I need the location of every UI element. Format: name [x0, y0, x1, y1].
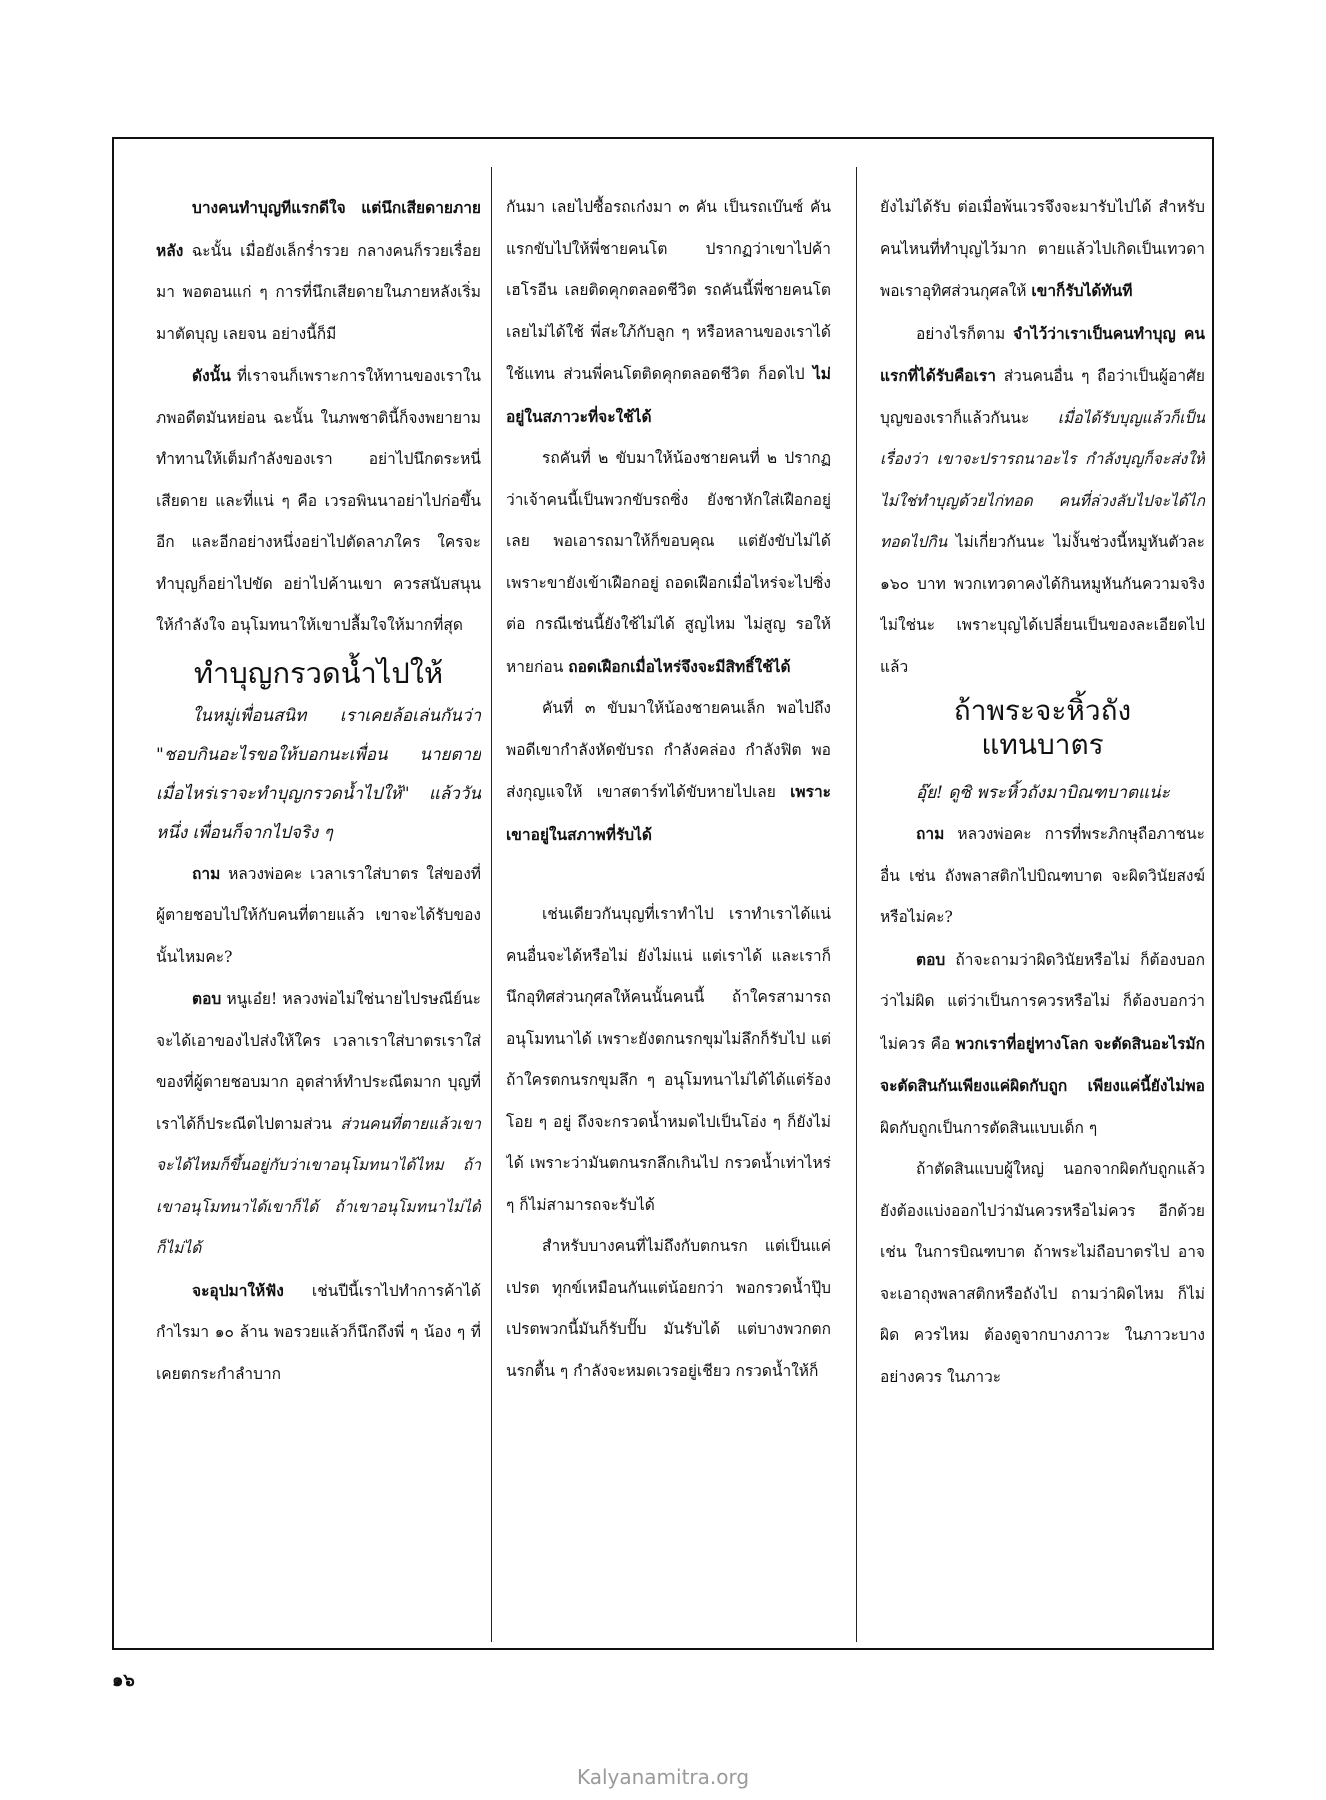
section-heading: ทำบุญกรวดน้ำไปให้ — [193, 655, 444, 690]
section-heading: ถ้าพระจะหิ้วถัง แทนบาตร — [953, 694, 1132, 761]
page-frame — [112, 137, 1214, 1650]
column-1 — [156, 187, 481, 1638]
column-3 — [880, 187, 1205, 1638]
paragraph: คันที่ ๓ ขับมาให้น้องชายคนเล็ก พอไปถึงพอดีเขากำลังหัดขับรถ กำลังคล่อง กำลังฟิต พอส่งกุญแจให้ เขาสตาร์ทได้ขับหายไปเลย เพราะเขาอยู่ในสภาพที่รับได้ — [506, 699, 831, 844]
section-lead: อุ๊ย! ดูซิ พระหิ้วถังมาบิณฑบาตแน่ะ — [916, 783, 1170, 803]
paragraph: จะอุปมาให้ฟัง เช่นปีนี้เราไปทำการค้าได้กำไรมา ๑๐ ล้าน พอรวยแล้วก็นึกถึงพี่ ๆ น้อง ๆ ที่เคยตกระกำลำบาก — [156, 1280, 481, 1383]
column-divider-2 — [856, 167, 857, 1642]
column-divider-1 — [491, 167, 492, 1642]
answer: ตอบ หนูเอ๋ย! หลวงพ่อไม่ใช่นายไปรษณีย์นะ จะได้เอาของไปส่งให้ใคร เวลาเราใส่บาตรเราใส่ของที่ผู้ตายชอบมาก อุตส่าห์ทำประณีตมาก บุญที่เราได้ก็ประณีตไปตามส่วน ส่วนคนที่ตายแล้วเขาจะได้ไหมก็ขึ้นอยู่กับว่าเขาอนุโมทนาได้ไหม ถ้าเขาอนุโมทนาได้เขาก็ได้ ถ้าเขาอนุโมทนาไม่ได้ ก็ไม่ได้ — [156, 989, 481, 1257]
paragraph: บางคนทำบุญทีแรกดีใจ แต่นึกเสียดายภายหลัง ฉะนั้น เมื่อยังเล็กร่ำรวย กลางคนก็รวยเรื่อยมา พอตอนแก่ ๆ การที่นึกเสียดายในภายหลังเริ่มมาตัดบุญ เลยจน อย่างนี้ก็มี — [156, 198, 481, 343]
spacer — [506, 856, 831, 894]
paragraph: เช่นเดียวกันบุญที่เราทำไป เราทำเราได้แน่ คนอื่นจะได้หรือไม่ ยังไม่แน่ แต่เราได้ และเราก็นึกอุทิศส่วนกุศลให้คนนั้นคนนี้ ถ้าใครสามารถอนุโมทนาได้ เพราะยังตกนรกขุมไม่ลึกก็รับไป แต่ถ้าใครตกนรกขุมลึก ๆ อนุโมทนาไม่ได้ได้แต่ร้องโอย ๆ อยู่ ถึงจะกรวดน้ำหมดไปเป็นโอ่ง ๆ ก็ยังไม่ได้ เพราะว่ามันตกนรกลึกเกินไป กรวดน้ำเท่าไหร่ ๆ ก็ไม่สามารถจะรับได้ — [506, 905, 831, 1214]
answer: ตอบ ถ้าจะถามว่าผิดวินัยหรือไม่ ก็ต้องบอกว่าไม่ผิด แต่ว่าเป็นการควรหรือไม่ ก็ต้องบอกว่าไม่ควร คือ พวกเราที่อยู่ทางโลก จะตัดสินอะไรมักจะตัดสินกันเพียงแค่ผิดกับถูก เพียงแค่นี้ยังไม่พอ ผิดกับถูกเป็นการตัดสินแบบเด็ก ๆ — [880, 949, 1205, 1137]
paragraph: ดังนั้น ที่เราจนก็เพราะการให้ทานของเราในภพอดีตมันหย่อน ฉะนั้น ในภพชาตินี้ก็จงพยายามทำทานให้เต็มกำลังของเรา อย่าไปนึกตระหนี่เสียดาย และที่แน่ ๆ คือ เวรอพินนาอย่าไปก่อขึ้นอีก และอีกอย่างหนึ่งอย่าไปตัดลาภใคร ใครจะทำบุญก็อย่าไปขัด อย่าไปค้านเขา ควรสนับสนุนให้กำลังใจ อนุโมทนาให้เขาปลื้มใจให้มากที่สุด — [156, 366, 481, 634]
page-number: ๑๖ — [112, 1670, 135, 1691]
footer-watermark: Kalyanamitra.org — [576, 1765, 750, 1789]
question: ถาม หลวงพ่อคะ การที่พระภิกษุถือภาชนะอื่น เช่น ถังพลาสติกไปบิณฑบาต จะผิดวินัยสงฆ์หรือไม่คะ? — [880, 824, 1205, 926]
paragraph: ถ้าตัดสินแบบผู้ใหญ่ นอกจากผิดกับถูกแล้ว ยังต้องแบ่งออกไปว่ามันควรหรือไม่ควร อีกด้วย เช่น ในการบิณฑบาต ถ้าพระไม่ถือบาตรไป อาจจะเอาถุงพลาสติกหรือถังไป ถามว่าผิดไหม ก็ไม่ผิด ควรไหม ต้องดูจากบางภาวะ ในภาวะบางอย่างควร ในภาวะ — [880, 1160, 1205, 1386]
paragraph: รถคันที่ ๒ ขับมาให้น้องชายคนที่ ๒ ปรากฏว่าเจ้าคนนี้เป็นพวกขับรถซิ่ง ยังชาหักใส่เฝือกอยู่เลย พอเอารถมาให้ก็ขอบคุณ แต่ยังขับไม่ได้ เพราะขายังเข้าเฝือกอยู่ ถอดเฝือกเมื่อไหร่จะไปซิ่งต่อ กรณีเช่นนี้ยังใช้ไม่ได้ สูญไหม ไม่สูญ รอให้หายก่อน ถอดเฝือกเมื่อไหร่จึงจะมีสิทธิ์ใช้ได้ — [506, 449, 831, 676]
question: ถาม หลวงพ่อคะ เวลาเราใส่บาตร ใส่ของที่ผู้ตายชอบไปให้กับคนที่ตายแล้ว เขาจะได้รับของนั้นไหมคะ? — [156, 863, 481, 966]
paragraph: กันมา เลยไปซื้อรถเก๋งมา ๓ คัน เป็นรถเบ๊นซ์ คันแรกขับไปให้พี่ชายคนโต ปรากฏว่าเขาไปค้าเฮโรอีน เลยติดคุกตลอดชีวิต รถคันนี้พี่ชายคนโตเลยไม่ได้ใช้ พี่สะใภ้กับลูก ๆ หรือหลานของเราได้ใช้แทน ส่วนพี่คนโตติดคุกตลอดชีวิต ก็อดไป ไม่อยู่ในสภาวะที่จะใช้ได้ — [506, 198, 831, 426]
paragraph: ยังไม่ได้รับ ต่อเมื่อพ้นเวรจึงจะมารับไปได้ สำหรับคนไหนที่ทำบุญไว้มาก ตายแล้วไปเกิดเป็นเทวดา พอเราอุทิศส่วนกุศลให้ เขาก็รับได้ทันที — [880, 198, 1205, 300]
paragraph: อย่างไรก็ตาม จำไว้ว่าเราเป็นคนทำบุญ คนแรกที่ได้รับคือเรา ส่วนคนอื่น ๆ ถือว่าเป็นผู้อาศัยบุญของเราก็แล้วกันนะ เมื่อได้รับบุญแล้วก็เป็นเรื่องว่า เขาจะปรารถนาอะไร กำลังบุญก็จะส่งให้ ไม่ใช่ทำบุญด้วยไก่ทอด คนที่ล่วงลับไปจะได้ไก่ทอดไปกิน ไม่เกี่ยวกันนะ ไม่งั้นช่วงนี้หมูหันตัวละ ๑๖๐ บาท พวกเทวดาคงได้กินหมูหันกันความจริงไม่ใช่นะ เพราะบุญได้เปลี่ยนเป็นของละเอียดไปแล้ว — [880, 323, 1205, 676]
paragraph: สำหรับบางคนที่ไม่ถึงกับตกนรก แต่เป็นแค่เปรต ทุกข์เหมือนกันแต่น้อยกว่า พอกรวดน้ำปุ๊บ เปรตพวกนี้มันก็รับปั๊บ มันรับได้ แต่บางพวกตกนรกตื้น ๆ กำลังจะหมดเวรอยู่เชียว กรวดน้ำให้ก็ — [506, 1237, 831, 1380]
column-2 — [506, 187, 831, 1638]
section-lead: ในหมู่เพื่อนสนิท เราเคยล้อเล่นกันว่า "ชอบกินอะไรขอให้บอกนะเพื่อน นายตายเมื่อไหร่เราจะทำบุญกรวดน้ำไปให้" แล้ววันหนึ่ง เพื่อนก็จากไปจริง ๆ — [156, 705, 481, 843]
